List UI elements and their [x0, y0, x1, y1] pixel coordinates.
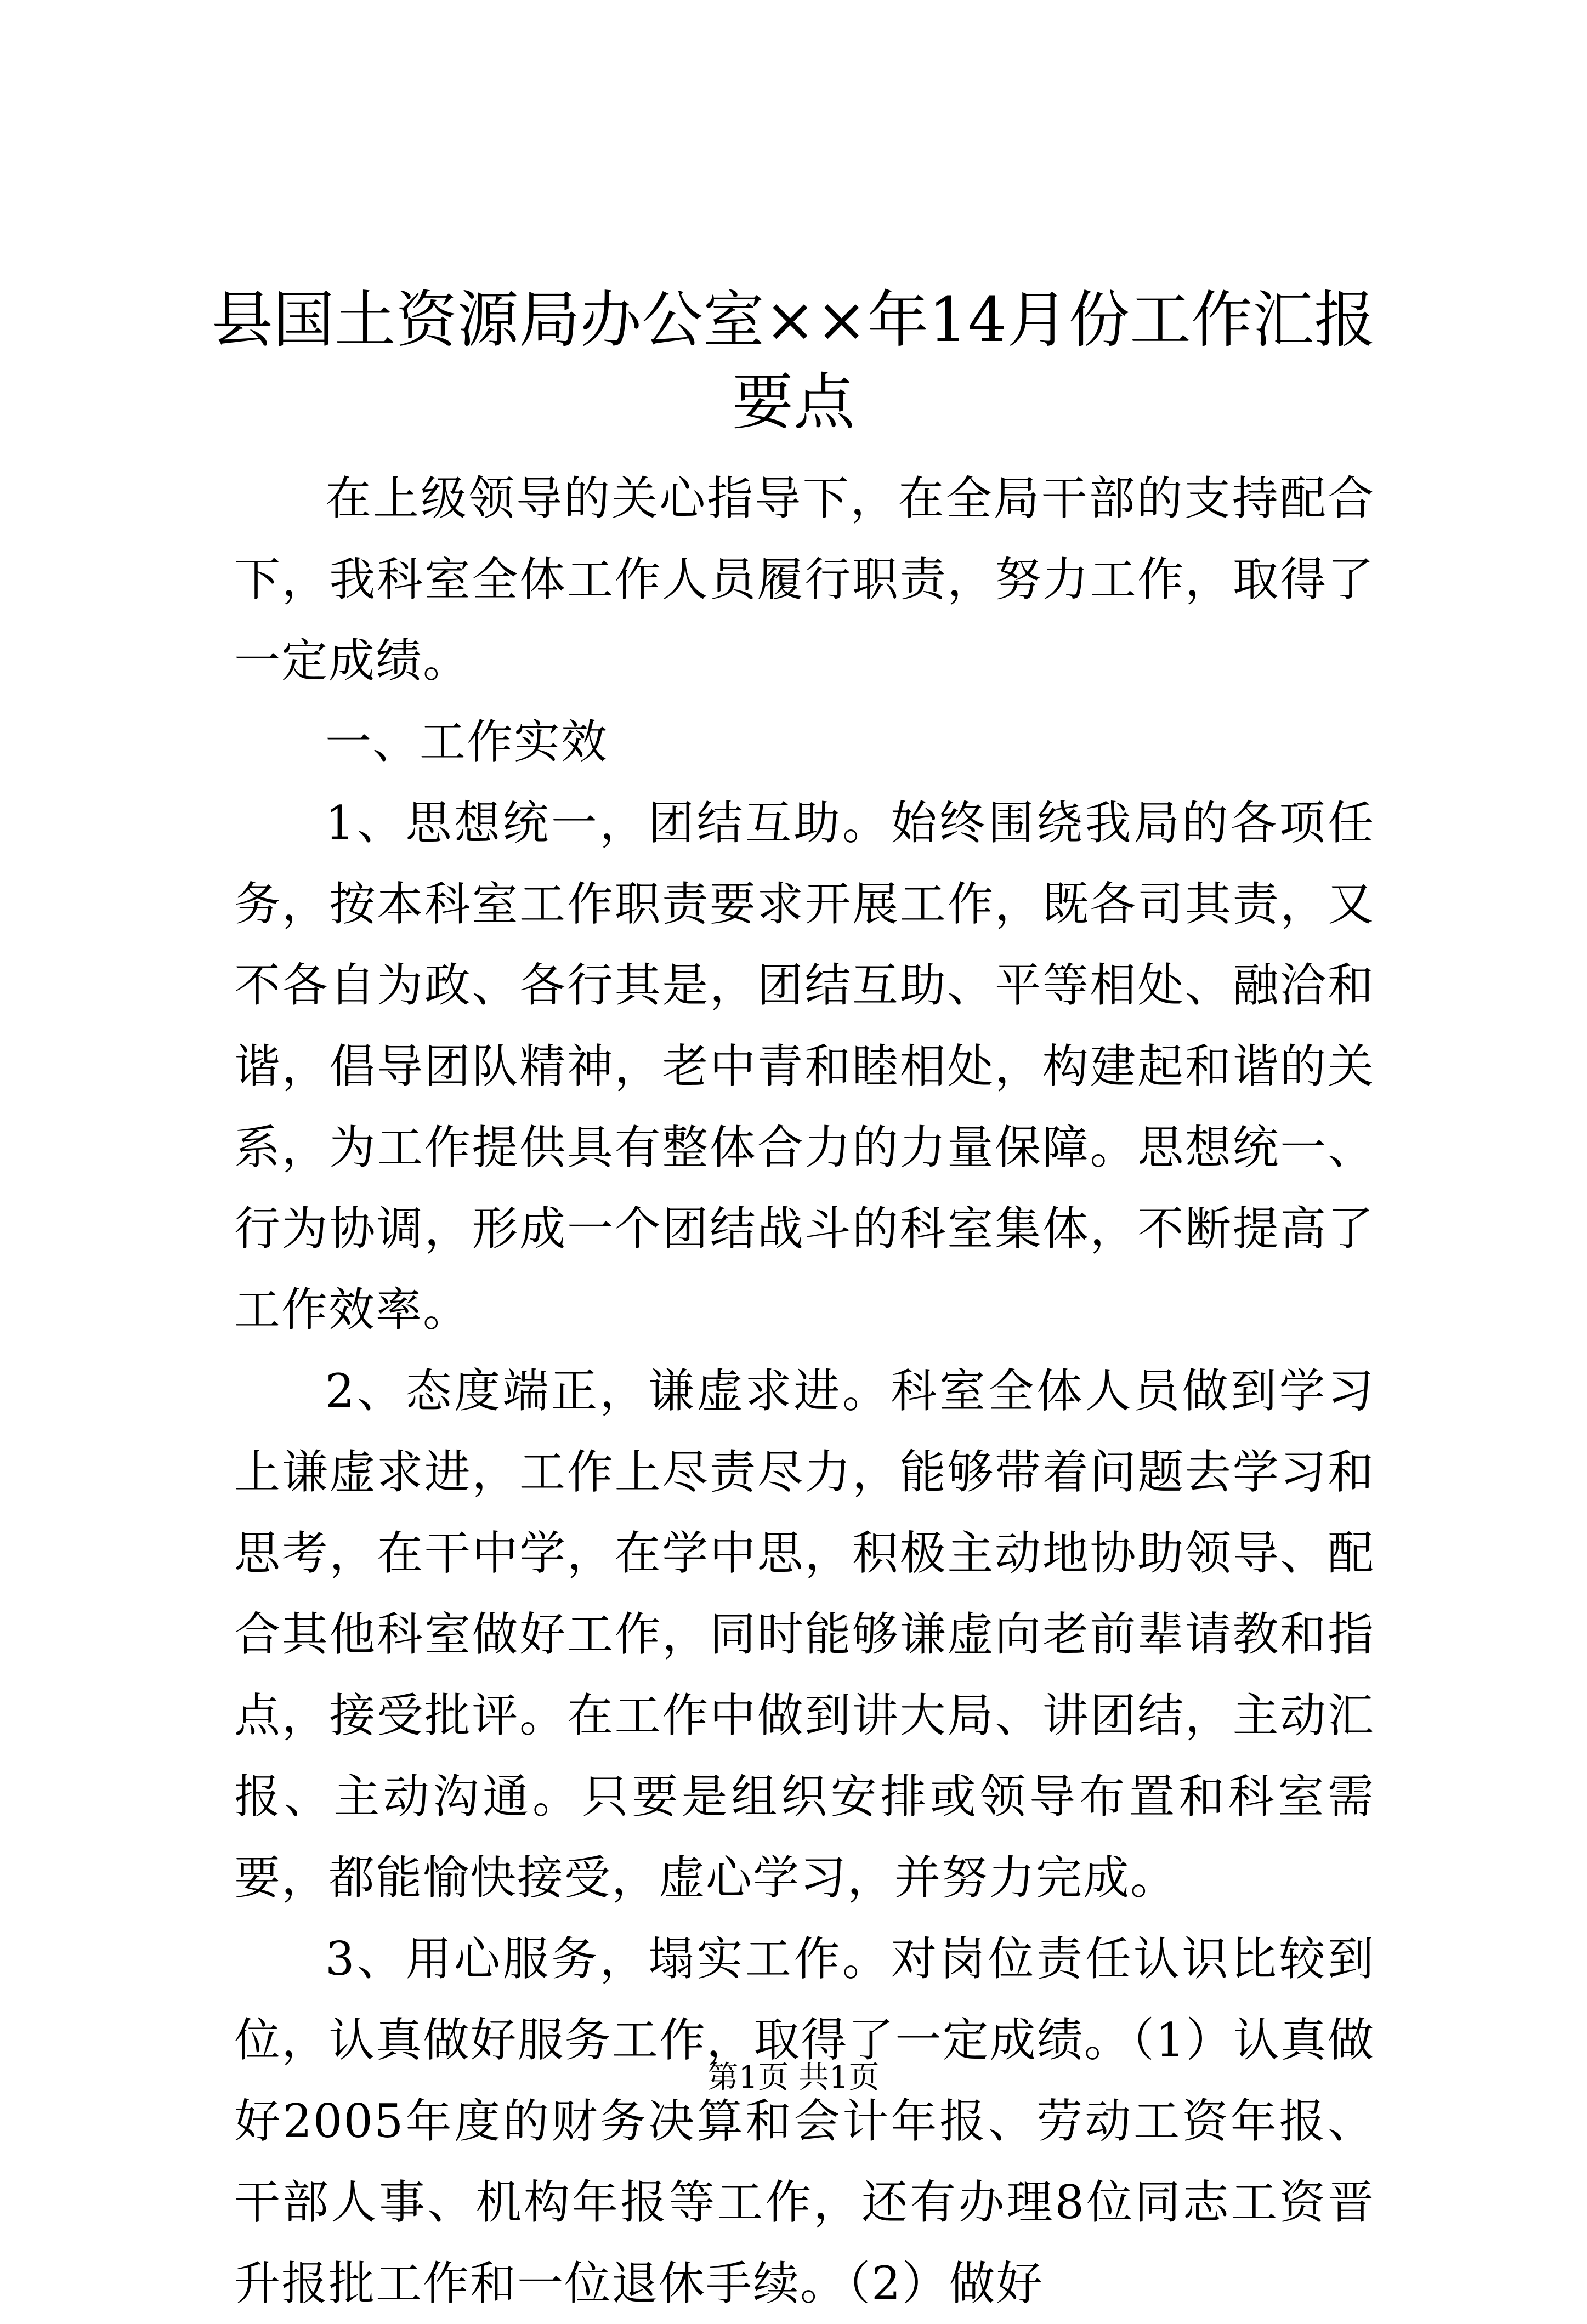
paragraph-item-2: 2、态度端正，谦虚求进。科室全体人员做到学习上谦虚求进，工作上尽责尽力，能够带着问题去学习和思考，在干中学，在学中思，积极主动地协助领导、配合其他科室做好工作，同时能够谦虚向老前辈请教和指点，接受批评。在工作中做到讲大局、讲团结，主动汇报、主动沟通。只要是组织安排或领导布置和科室需要，都能愉快接受，虚心学习，并努力完成。: [234, 1364, 1375, 1905]
paragraph-item-3: 3、用心服务，塌实工作。对岗位责任认识比较到位，认真做好服务工作，取得了一定成绩。（1）认真做好2005年度的财务决算和会计年报、劳动工资年报、干部人事、机构年报等工作，还有办理8位同志工资晋升报批工作和一位退休手续。（2）做好: [234, 1932, 1375, 2310]
paragraph-item-1: 1、思想统一，团结互助。始终围绕我局的各项任务，按本科室工作职责要求开展工作，既各司其责，又不各自为政、各行其是，团结互助、平等相处、融洽和谐，倡导团队精神，老中青和睦相处，构建起和谐的关系，为工作提供具有整体合力的力量保障。思想统一、行为协调，形成一个团结战斗的科室集体，不断提高了工作效率。: [234, 796, 1375, 1337]
paragraph-intro: 在上级领导的关心指导下，在全局干部的支持配合下，我科室全体工作人员履行职责，努力工作，取得了一定成绩。: [234, 471, 1375, 687]
page-number-footer: 第1页 共1页: [707, 2060, 880, 2095]
section-heading-work-results: 一、工作实效: [325, 715, 609, 769]
document-title-line-2: 要点: [732, 367, 855, 438]
document-body: [234, 458, 1375, 2324]
document-title-line-1: 县国土资源局办公室××年14月份工作汇报: [211, 285, 1376, 356]
